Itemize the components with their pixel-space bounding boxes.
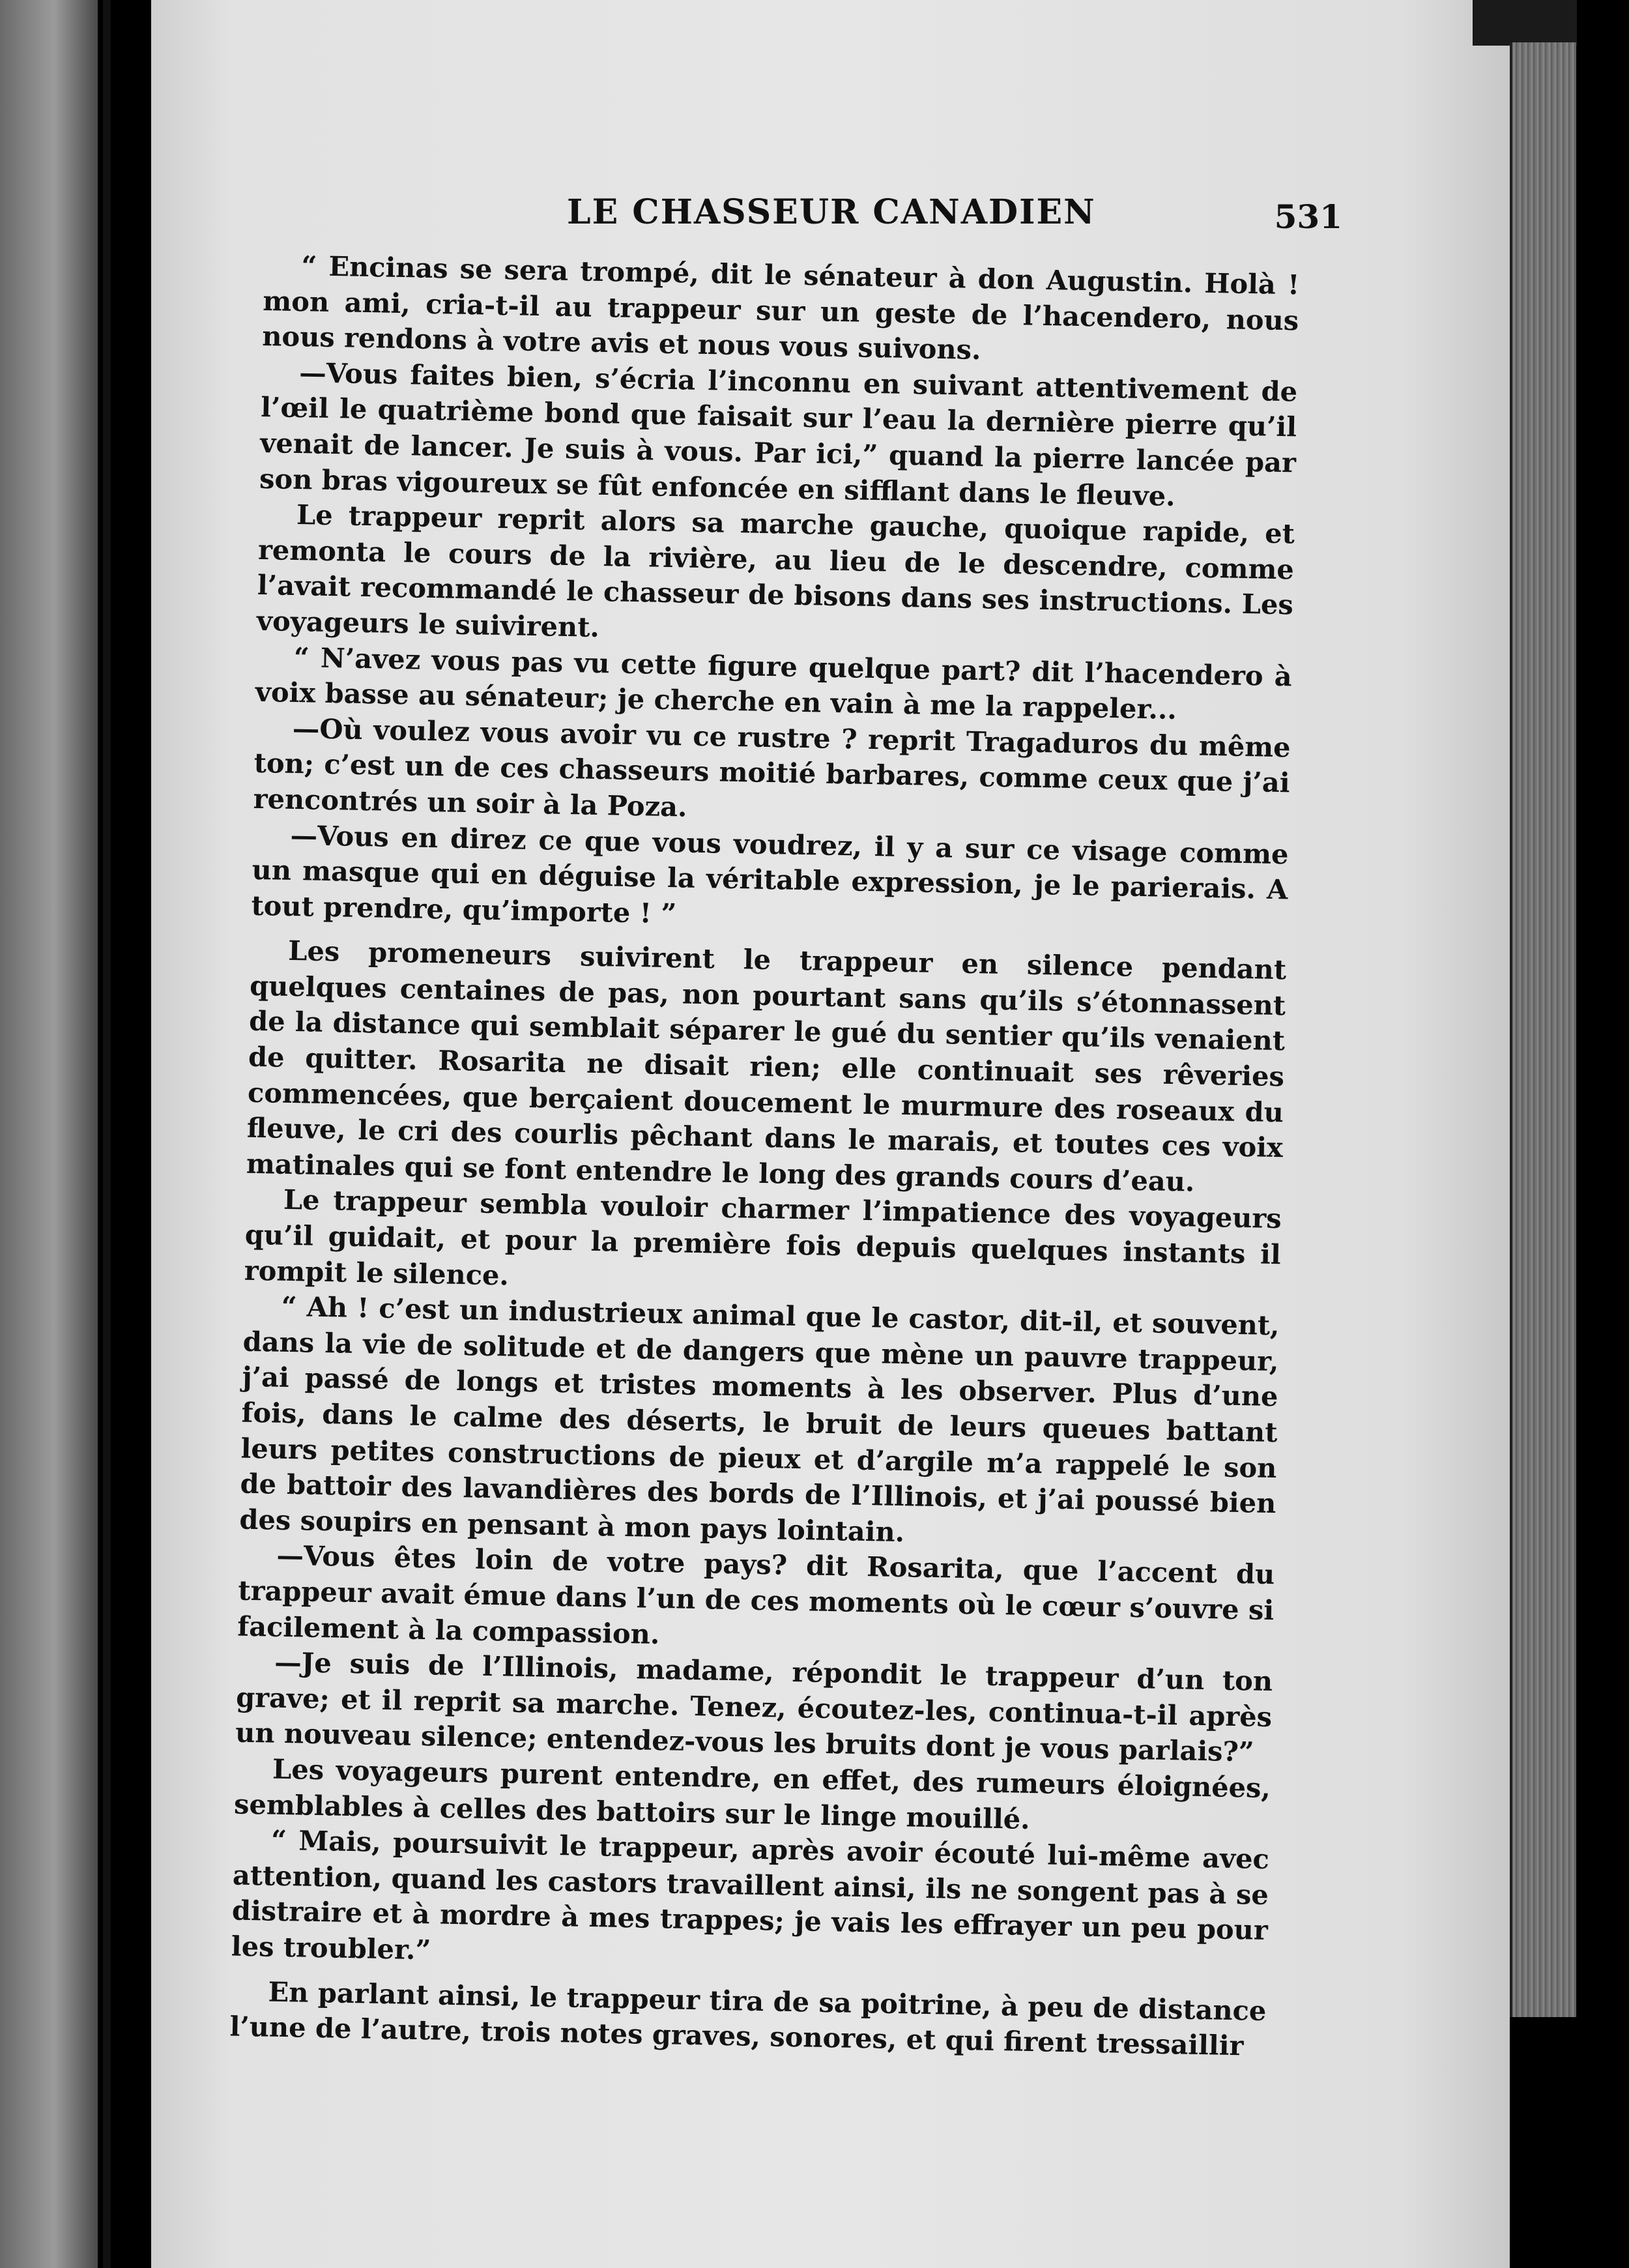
running-head <box>404 192 1381 236</box>
fore-edge-shadow <box>1473 0 1577 46</box>
paragraph: —Je suis de l’Illinois, madame, répondit le trappeur d’un ton grave; et il reprit sa marche. Tenez, écoutez-les, continua-t-il après un nouveau silence; entendez-vous les bruits dont je vous parlais?” <box>235 1646 1273 1768</box>
paragraph: “ N’avez vous pas vu cette figure quelque part? dit l’hacendero à voix basse au sénateur; je cherche en vain à me la rappeler... <box>255 641 1293 726</box>
binding-shadow <box>103 0 111 2268</box>
paragraph: Le trappeur reprit alors sa marche gauche, quoique rapide, et remonta le cours de la rivière, au lieu de le descendre, comme l’avait recommandé le chasseur de bisons dans ses instructions. Les voyageurs le suivirent. <box>256 499 1295 643</box>
paragraph: “ Ah ! c’est un industrieux animal que le castor, dit-il, et souvent, dans la vie de solitude et de dangers que mène un pauvre trappeur, j’ai passé de longs et tristes moments à les observer. Plus d’une fois, dans le calme des déserts, le bruit de leurs queues battant leurs petites constructions de pieux et d’argile m’a rappelé le son de battoir des lavandières des bords de l’Illinois, et j’ai poussé bien des soupirs en pensant à mon pays lointain. <box>239 1290 1280 1548</box>
paragraph: —Vous en direz ce que vous voudrez, il y a sur ce visage comme un masque qui en déguise la véritable expression, je le parierais. A tout prendre, qu’importe ! ” <box>251 819 1289 930</box>
paragraph: —Où voulez vous avoir vu ce rustre ? reprit Tragaduros du même ton; c’est un de ces chasseurs moitié barbares, comme ceux que j’ai rencontrés un soir à la Poza. <box>253 712 1291 823</box>
paragraph: En parlant ainsi, le trappeur tira de sa poitrine, à peu de distance l’une de l’autre, trois notes graves, sonores, et qui firent tressaillir <box>229 1975 1267 2062</box>
page-number: 531 <box>1274 197 1342 236</box>
paragraph: Les promeneurs suivirent le trappeur en silence pendant quelques centaines de pas, non pourtant sans qu’ils s’étonnassent de la distance qui semblait séparer le gué du sentier qu’ils venaient de quitter. Rosarita ne disait rien; elle continuait ses rêveries commencées, que berçaient doucement le murmure des roseaux du fleuve, le cri des courlis pêchant dans le marais, et toutes ces voix matinales qui se font entendre le long des grands cours d’eau. <box>246 935 1287 1198</box>
adjacent-page-edge <box>0 0 98 2268</box>
body-text <box>229 248 1300 2065</box>
paragraph: “ Encinas se sera trompé, dit le sénateur à don Augustin. Holà ! mon ami, cria-t-il au trappeur sur un geste de l’hacendero, nous nous rendons à votre avis et nous vous suivons. <box>261 250 1300 366</box>
paragraph: “ Mais, poursuivit le trappeur, après avoir écouté lui-même avec attention, quand les castors travaillent ainsi, ils ne songent pas à se distraire et à mordre à mes trappes; je vais les effrayer un peu pour les troubler.” <box>231 1824 1270 1966</box>
paragraph: —Vous faites bien, s’écria l’inconnu en suivant attentivement de l’œil le quatrième bond que faisait sur l’eau la dernière pierre qu’il venait de lancer. Je suis à vous. Par ici,” quand la pierre lancée par son bras vigoureux se fût enfoncée en sifflant dans le fleuve. <box>259 356 1298 512</box>
paragraph: Les voyageurs purent entendre, en effet, des rumeurs éloignées, semblables à celles des battoirs sur le linge mouillé. <box>233 1752 1271 1835</box>
paragraph: Le trappeur sembla vouloir charmer l’impatience des voyageurs qu’il guidait, et pour la première fois depuis quelques instants il rompit le silence. <box>244 1184 1282 1292</box>
page-fore-edge <box>1510 42 1576 2017</box>
paragraph: —Vous êtes loin de votre pays? dit Rosarita, que l’accent du trappeur avait émue dans l’un de ces moments où le cœur s’ouvre si facilement à la compassion. <box>237 1539 1275 1650</box>
page-title: LE CHASSEUR CANADIEN <box>567 192 1096 232</box>
